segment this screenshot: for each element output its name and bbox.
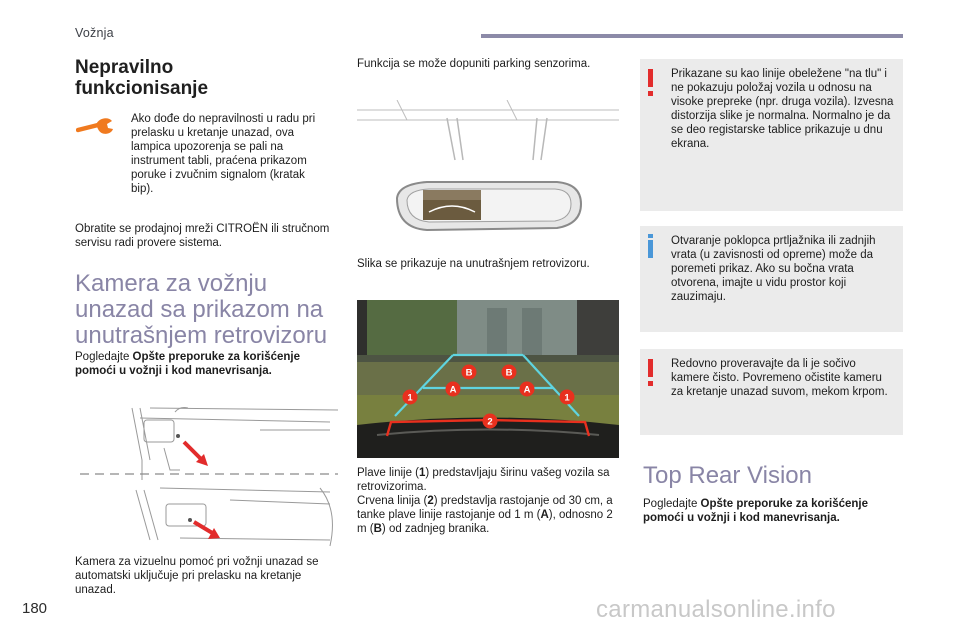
camera-section-title: Kamera za vožnju unazad sa prikazom na unutrašnjem retrovizoru [75, 270, 328, 349]
note-tailgate-text: Otvaranje poklopca prtljažnika ili zadnjih vrata (u zavisnosti od opreme) može da poremeti prikaz. Ako su bočna vrata otvorena, imajte u vidu prostor koji zauzimaju. [671, 235, 876, 303]
note-tailgate [640, 226, 903, 332]
info-icon [648, 240, 653, 258]
marker-1-left-label: 1 [407, 392, 413, 404]
marker-2-label: 2 [487, 416, 493, 428]
mirror-display-caption: Slika se prikazuje na unutrašnjem retrovizoru. [357, 258, 590, 270]
marker-b-left-label: B [465, 367, 473, 379]
note-ground-lines [640, 59, 903, 211]
marker-b-right-label: B [505, 367, 513, 379]
marker-a-left-label: A [449, 384, 457, 396]
note-ground-lines-text: Prikazane su kao linije obeležene "na tlu" i ne pokazuju položaj vozila u odnosu na visoke prepreke (npr. druga vozila). Izvesna distorzija slike je normalna. Normalno je da se deo registarske tablice prikazuje u dnu ekrana. [671, 68, 894, 150]
wrench-icon [76, 117, 118, 137]
malfunction-title: Nepravilno funkcionisanje [75, 57, 209, 99]
see-general-recommendations: Pogledajte Opšte preporuke za korišćenje pomoći u vožnji i kod manevrisanja. [75, 351, 300, 377]
see-general-recommendations-right: Pogledajte Opšte preporuke za korišćenje pomoći u vožnji i kod manevrisanja. [643, 498, 868, 524]
rear-view-mirror-illustration [357, 100, 619, 240]
guide-lines-explanation: Plave linije (1) predstavljaju širinu vašeg vozila sa retrovizorima. Crvena linija (2) predstavlja rastojanje od 30 cm, a tanke plave linije rastojanje od 1 m (A), odnosno 2 m (B) od zadnjeg branika. [357, 467, 613, 535]
warning-icon [648, 359, 653, 377]
section-label: Vožnja [75, 26, 114, 40]
marker-1-right-label: 1 [564, 392, 570, 404]
warning-icon [648, 69, 653, 87]
top-rear-vision-title: Top Rear Vision [643, 462, 812, 489]
contact-network-text: Obratite se prodajnoj mreži CITROËN ili stručnom servisu radi provere sistema. [75, 223, 330, 249]
note-lens-cleaning [640, 349, 903, 435]
marker-a-right-label: A [523, 384, 531, 396]
parking-sensors-intro: Funkcija se može dopuniti parking senzorima. [357, 58, 591, 70]
page-number: 180 [22, 600, 48, 617]
watermark: carmanualsonline.info [596, 596, 836, 623]
warning-lamp-text: Ako dođe do nepravilnosti u radu pri prelasku u kretanje unazad, ova lampica upozorenja se pali na instrument tabli, praćena prikazom poruke i zvučnim signalom (kratak bip). [131, 113, 316, 195]
note-lens-cleaning-text: Redovno proveravajte da li je sočivo kamere čisto. Povremeno očistite kameru za kretanje unazad suvom, mekom krpom. [671, 358, 888, 398]
rear-camera-view-image [357, 300, 619, 458]
camera-auto-caption: Kamera za vizuelnu pomoć pri vožnji unazad se automatski uključuje pri prelasku na kretanje unazad. [75, 556, 319, 596]
header-bar [481, 34, 903, 38]
van-rear-camera-illustration [80, 400, 338, 548]
